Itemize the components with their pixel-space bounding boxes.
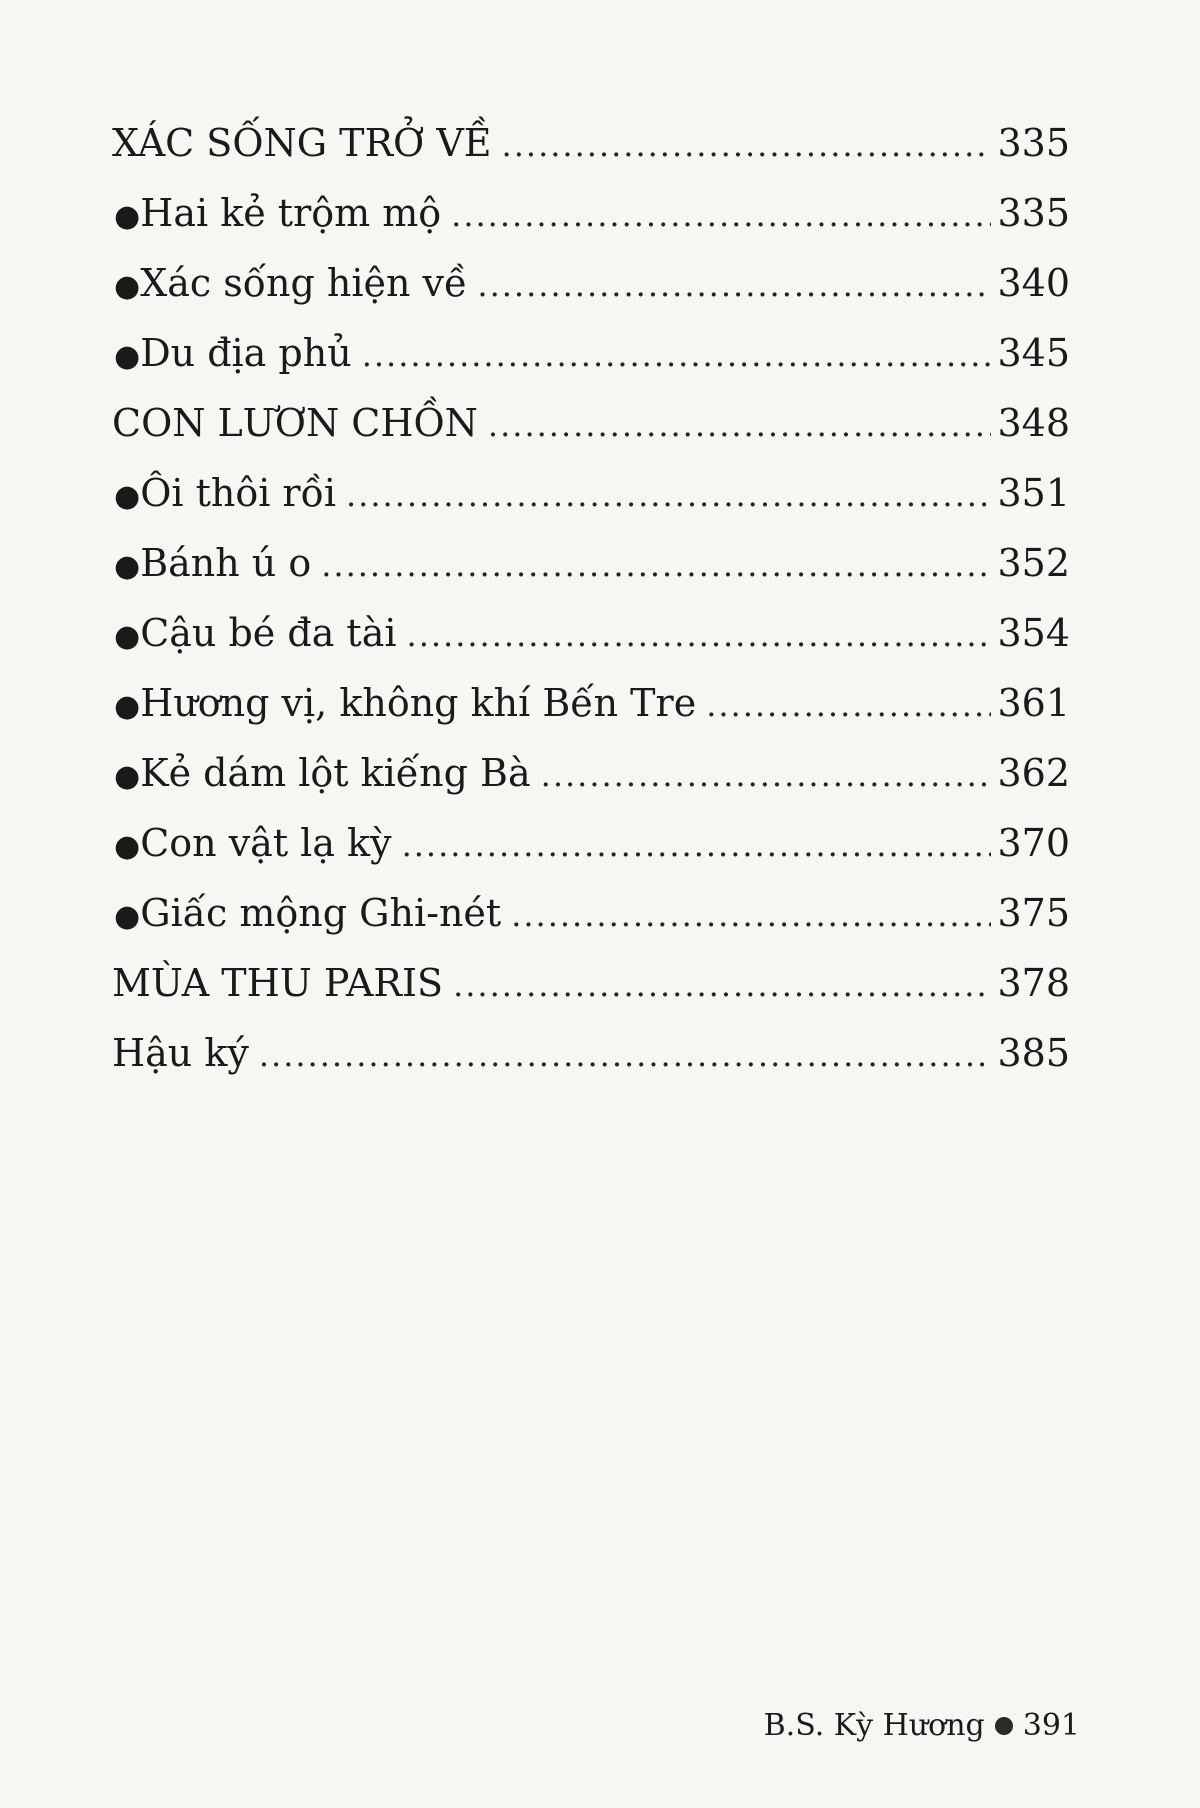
toc-subentry [112,318,1070,388]
toc-title: Bánh ú o [140,541,312,585]
toc-page-number: 352 [997,541,1070,585]
footer-page-number: 391 [1022,1708,1080,1743]
dot-leader [321,530,991,600]
toc-title: Ôi thôi rồi [140,471,336,515]
toc-page-number: 378 [997,961,1070,1005]
toc-page-number: 385 [997,1031,1070,1075]
toc-title: Cậu bé đa tài [140,611,397,655]
toc-subentry [112,458,1070,528]
dot-leader [488,390,992,460]
toc-page-number: 348 [997,401,1070,445]
toc-page-number: 345 [997,331,1070,375]
toc-page-number: 340 [997,261,1070,305]
dot-leader [706,670,991,740]
dot-leader [407,600,992,670]
toc-title: Hương vị, không khí Bến Tre [140,681,697,725]
toc-subentry [112,528,1070,598]
toc-title: CON LƯƠN CHỒN [112,401,478,445]
toc-page-number: 370 [997,821,1070,865]
dot-leader [451,180,991,250]
toc-page-number: 354 [997,611,1070,655]
toc-chapter [112,948,1070,1018]
bullet-icon: ● [114,689,141,724]
dot-leader [402,810,992,880]
table-of-contents [112,108,1070,1088]
bullet-icon: ● [114,549,141,584]
toc-page-number: 335 [997,121,1070,165]
toc-chapter [112,108,1070,178]
bullet-icon: ● [114,479,141,514]
dot-leader [477,250,991,320]
toc-title: Con vật lạ kỳ [140,821,392,865]
toc-title: Giấc mộng Ghi-nét [140,891,502,935]
bullet-icon: ● [114,339,141,374]
toc-title: Hậu ký [112,1031,249,1075]
page-footer [764,1708,1080,1743]
footer-author: B.S. Kỳ Hương [763,1708,985,1743]
toc-title: Du địa phủ [140,331,352,375]
dot-leader [453,950,991,1020]
dot-leader [259,1020,992,1090]
dot-leader [511,880,991,950]
bullet-icon: ● [114,829,141,864]
ornament-icon [995,1717,1013,1735]
dot-leader [346,460,991,530]
toc-subentry [112,178,1070,248]
toc-subentry [112,878,1070,948]
toc-title: Xác sống hiện về [140,261,468,305]
toc-subentry [112,668,1070,738]
toc-subentry [112,598,1070,668]
toc-subentry [112,248,1070,318]
bullet-icon: ● [114,899,141,934]
dot-leader [502,110,992,180]
toc-page-number: 362 [997,751,1070,795]
toc-chapter [112,388,1070,458]
toc-title: Kẻ dám lột kiếng Bà [140,751,531,795]
toc-title: XÁC SỐNG TRỞ VỀ [112,121,492,165]
toc-page-number: 335 [997,191,1070,235]
toc-page-number: 375 [997,891,1070,935]
bullet-icon: ● [114,759,141,794]
toc-page-number: 361 [997,681,1070,725]
toc-chapter [112,1018,1070,1088]
bullet-icon: ● [114,199,141,234]
toc-page-number: 351 [997,471,1070,515]
toc-title: MÙA THU PARIS [112,961,444,1005]
toc-subentry [112,738,1070,808]
dot-leader [541,740,992,810]
toc-title: Hai kẻ trộm mộ [140,191,442,235]
toc-subentry [112,808,1070,878]
dot-leader [362,320,992,390]
bullet-icon: ● [114,619,141,654]
bullet-icon: ● [114,269,141,304]
